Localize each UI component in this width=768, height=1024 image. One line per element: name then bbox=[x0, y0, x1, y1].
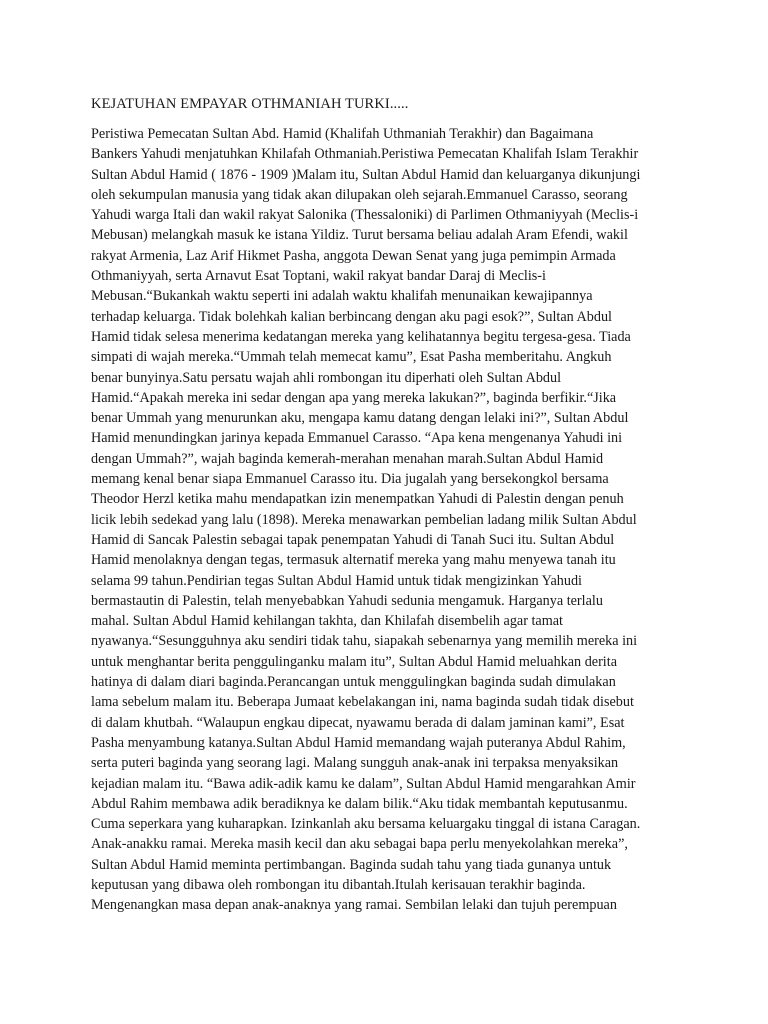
text-line: oleh sekumpulan manusia yang tidak akan dilupakan oleh sejarah.Emmanuel Carasso, seorang bbox=[91, 186, 628, 203]
text-line: Peristiwa Pemecatan Sultan Abd. Hamid (Khalifah Uthmaniah Terakhir) dan Bagaimana bbox=[91, 126, 594, 142]
text-line: Cuma seperkara yang kuharapkan. Izinkanlah aku bersama keluargaku tinggal di istana Caragan. bbox=[91, 816, 641, 833]
text-line: untuk menghantar berita penggulinganku malam itu”, Sultan Abdul Hamid meluahkan derita bbox=[91, 653, 617, 670]
text-line: nyawanya.“Sesungguhnya aku sendiri tidak tahu, siapakah sebenarnya yang memilih mereka ini bbox=[91, 633, 638, 650]
text-line: Theodor Herzl ketika mahu mendapatkan izin menempatkan Yahudi di Palestin dengan penuh bbox=[91, 491, 624, 508]
text-line: benar Ummah yang menurunkan aku, mengapa kamu datang dengan lelaki ini?”, Sultan Abdul bbox=[91, 410, 629, 427]
text-line: mahal. Sultan Abdul Hamid kehilangan takhta, dan Khilafah disembelih agar tamat bbox=[91, 613, 563, 630]
text-line: Sultan Abdul Hamid meminta pertimbangan. Baginda sudah tahu yang tiada gunanya untuk bbox=[91, 856, 612, 873]
text-line: Hamid di Sancak Palestin sebagai tapak penempatan Yahudi di Tanah Suci itu. Sultan Abdul bbox=[91, 531, 615, 548]
text-line: di dalam khutbah. “Walaupun engkau dipecat, nyawamu berada di dalam jaminan kami”, Esat bbox=[91, 714, 625, 731]
text-line: Hamid tidak selesa menerima kedatangan mereka yang kelihatannya begitu tergesa-gesa. Tiada bbox=[91, 328, 631, 345]
text-line: keputusan yang dibawa oleh rombongan itu dibantah.Itulah kerisauan terakhir baginda. bbox=[91, 876, 586, 893]
text-line: Abdul Rahim membawa adik beradiknya ke dalam bilik.“Aku tidak membantah keputusanmu. bbox=[91, 795, 628, 812]
text-line: Othmaniyyah, serta Arnavut Esat Toptani, wakil rakyat bandar Daraj di Meclis-i bbox=[91, 268, 546, 285]
text-line: licik lebih sedekad yang lalu (1898). Mereka menawarkan pembelian ladang milik Sultan Abdul bbox=[91, 511, 637, 528]
text-line: Pasha menyambung katanya.Sultan Abdul Hamid memandang wajah puteranya Abdul Rahim, bbox=[91, 734, 626, 751]
text-line: dengan Ummah?”, wajah baginda kemerah-merahan menahan marah.Sultan Abdul Hamid bbox=[91, 450, 604, 467]
text-line: terhadap keluarga. Tidak bolehkah kalian berbincang dengan aku pagi esok?”, Sultan Abdul bbox=[91, 308, 612, 325]
text-line: Hamid.“Apakah mereka ini sedar dengan apa yang mereka lakukan?”, baginda berfikir.“Jika bbox=[91, 389, 617, 406]
text-line: hatinya di dalam diari baginda.Perancangan untuk menggulingkan baginda sudah dimulakan bbox=[91, 674, 616, 691]
text-line: Mengenangkan masa depan anak-anaknya yang ramai. Sembilan lelaki dan tujuh perempuan bbox=[91, 897, 617, 914]
text-line: rakyat Armenia, Laz Arif Hikmet Pasha, anggota Dewan Senat yang juga pemimpin Armada bbox=[91, 247, 616, 264]
text-line: simpati di wajah mereka.“Ummah telah memecat kamu”, Esat Pasha memberitahu. Angkuh bbox=[91, 349, 612, 366]
text-line: kejadian malam itu. “Bawa adik-adik kamu ke dalam”, Sultan Abdul Hamid mengarahkan Amir bbox=[91, 775, 636, 792]
text-line: bermastautin di Palestin, telah menyebabkan Yahudi sedunia mengamuk. Harganya terlalu bbox=[91, 592, 603, 609]
text-line: selama 99 tahun.Pendirian tegas Sultan Abdul Hamid untuk tidak mengizinkan Yahudi bbox=[91, 572, 582, 589]
text-line: Hamid menundingkan jarinya kepada Emmanuel Carasso. “Apa kena mengenanya Yahudi ini bbox=[91, 430, 623, 447]
text-line: Mebusan.“Bukankah waktu seperti ini adalah waktu khalifah menunaikan kewajipannya bbox=[91, 288, 593, 305]
text-line: Mebusan) melangkah masuk ke istana Yildiz. Turut bersama beliau adalah Aram Efendi, wakil bbox=[91, 227, 628, 244]
text-line: memang kenal benar siapa Emmanuel Carasso itu. Dia jugalah yang bersekongkol bersama bbox=[91, 471, 609, 488]
text-line: Anak-anakku ramai. Mereka masih kecil dan aku sebagai bapa perlu menyekolahkan mereka”, bbox=[91, 836, 628, 853]
text-line: Yahudi warga Itali dan wakil rakyat Salonika (Thessaloniki) di Parlimen Othmaniyyah (Meclis-i bbox=[91, 207, 639, 224]
document-body bbox=[91, 124, 681, 916]
text-line: serta puteri baginda yang seorang lagi. Malang sungguh anak-anak ini terpaksa menyaksikan bbox=[91, 755, 619, 772]
text-line: lama sebelum malam itu. Beberapa Jumaat kebelakangan ini, nama baginda sudah tidak disebut bbox=[91, 694, 634, 711]
text-line: Bankers Yahudi menjatuhkan Khilafah Othmaniah.Peristiwa Pemecatan Khalifah Islam Terakhir bbox=[91, 146, 639, 163]
text-line: Sultan Abdul Hamid ( 1876 - 1909 )Malam itu, Sultan Abdul Hamid dan keluarganya dikunjungi bbox=[91, 166, 641, 183]
text-line: Hamid menolaknya dengan tegas, termasuk alternatif mereka yang mahu menyewa tanah itu bbox=[91, 552, 616, 569]
document-title: KEJATUHAN EMPAYAR OTHMANIAH TURKI..... bbox=[91, 96, 409, 112]
text-line: benar bunyinya.Satu persatu wajah ahli rombongan itu diperhati oleh Sultan Abdul bbox=[91, 369, 562, 386]
